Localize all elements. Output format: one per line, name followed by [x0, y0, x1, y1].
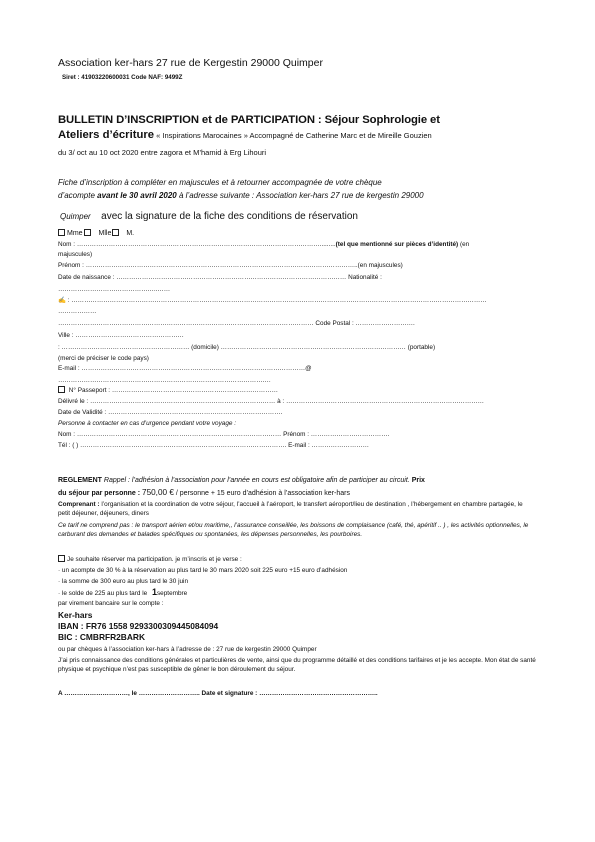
form-subtitle [58, 129, 432, 141]
instructions-address: à l’adresse suivante : Association ker-hars 27 rue de kergestin 29000 [176, 191, 424, 200]
civility-m-label: M. [126, 230, 135, 237]
deposit-line: · un acompte de 30 % à la réservation au plus tard le 30 mars 2020 soit 225 euro +15 euro d’adhésion [58, 567, 348, 574]
reglement-intro [58, 476, 425, 485]
dots-line-3: ………………………………………………………………………………………. [58, 377, 271, 384]
ville-field[interactable]: Ville : …………………………………………… [58, 332, 184, 339]
civility-mme-label: Mme [67, 230, 83, 237]
siret-line: Siret : 41903220600031 Code NAF: 9499Z [62, 74, 183, 81]
checkbox-passport[interactable] [58, 386, 65, 393]
signature-line[interactable]: A …………………………, le ……………………….. Date et signature : ……………………………………………….. [58, 690, 378, 697]
delivre-field[interactable]: Délivré le : …………………………………………………………………………… à : ………………………………………………………………………………… [58, 398, 485, 405]
price-detail: / personne + 15 euro d’adhésion à l’association ker-hars [173, 490, 350, 497]
second-payment-line: · la somme de 300 euro au plus tard le 30 juin [58, 578, 189, 585]
excludes-text: Ce tarif ne comprend pas : le transport aérien et/ou maritime,, l’assurance conseillée, les boissons de complaisance (café, thé, apéritif .. ) , les activités optionnelles, le carburant des demandes et balades spécifiques ou spontanées, les dépenses personnelles, les pourboires. [58, 522, 529, 538]
balance-line [58, 588, 187, 598]
dots-line-2: ……………… [58, 308, 97, 315]
nom-id-note: (tel que mentionné sur pièces d’identité) [335, 241, 459, 248]
includes-label: Comprenant : [58, 501, 100, 508]
checkbox-reservation[interactable] [58, 555, 65, 562]
passport-label: N° Passeport : …………………………………………………………………… [68, 387, 278, 394]
birthdate-nationality-field[interactable]: Date de naissance : ……………………………………………………………………………………………… Nationalité : [58, 274, 382, 281]
reglement-label: REGLEMENT [58, 477, 102, 484]
emergency-phone-field[interactable]: Tél : ( ) ……………………………………………………………………………………. E-mail : ……………………… [58, 442, 370, 449]
bank-account-name: Ker-hars [58, 610, 93, 620]
instructions-signature-note: avec la signature de la fiche des conditions de réservation [101, 211, 358, 222]
instructions-line-3 [60, 206, 358, 224]
prix-label: Prix [409, 477, 425, 484]
postal-code-field[interactable]: ………………………………………………………………………………………………………… Code Postal : ………………………. [58, 320, 415, 327]
instructions-deposit-label: d’acompte [58, 191, 98, 200]
checkbox-mme[interactable] [58, 229, 65, 236]
iban: IBAN : FR76 1558 9293300309445084094 [58, 621, 219, 631]
checkbox-mlle[interactable] [84, 229, 91, 236]
price-label: du séjour par personne : [58, 490, 143, 497]
instructions-line-2 [58, 191, 424, 200]
email-field[interactable]: E-mail : ……………………………………………………………………………………………@ [58, 365, 312, 372]
cheque-line: ou par chèques à l’association ker-hars à l’adresse de : 27 rue de kergestin 29000 Quimper [58, 646, 317, 653]
prenom-field[interactable]: Prénom : ………………………………………………………………………………………………………………..(en majuscules) [58, 262, 403, 269]
emergency-contact-label: Personne à contacter en cas d’urgence pendant votre voyage : [58, 420, 236, 427]
civility-options [58, 229, 134, 238]
workshop-subtitle: « Inspirations Marocaines » Accompagné de Catherine Marc et de Mireille Gouzien [154, 131, 432, 140]
balance-text: · le solde de 225 au plus tard le [58, 590, 148, 597]
balance-day: 1 [151, 587, 157, 597]
bank-transfer-line: par virement bancaire sur le compte : [58, 600, 164, 607]
trip-dates: du 3/ oct au 10 oct 2020 entre zagora et M’hamid à Erg Lihouri [58, 148, 267, 157]
terms-acceptance: J’ai pris connaissance des conditions générales et particulières de vente, ainsi que du programme détaillé et des conditions tarifaires et je les accepte. Mon état de santé physique et psychique n’est pas susceptible de gêner le bon déroulement du séjour. [58, 657, 536, 673]
includes-list: l’organisation et la coordination de votre séjour, l’accueil à l’aéroport, le transfert aéroport/lieu de destination , l’hébergement en chambre partagée, le petit déjeuner, déjeuners, diners [58, 501, 523, 517]
nom-line-end: (en [458, 241, 470, 248]
balance-month: septembre [156, 590, 188, 597]
dots-line-1: ………………………………………..…… [58, 286, 171, 293]
instructions-city: Quimper [60, 212, 91, 221]
bic: BIC : CMBRFR2BARK [58, 632, 146, 642]
instructions-line-1: Fiche d’inscription à compléter en majuscules et à retourner accompagnée de votre chèque [58, 178, 382, 187]
workshop-title: Ateliers d’écriture [58, 129, 155, 141]
nom-field-cont: majuscules) [58, 251, 93, 258]
reglement-reminder: Rappel : l’adhésion à l’association pour l’année en cours est obligatoire afin de participer au circuit. [101, 477, 410, 484]
validite-field[interactable]: Date de Validité : ………………………………………………………………………. [58, 409, 283, 416]
address-field[interactable]: ✍ : …………………………………………………………………………………………………………………………………………………………………………… [58, 297, 487, 304]
emergency-name-field[interactable]: Nom : …………………………………………………………………………………… Prénom : ………………………………. [58, 431, 390, 438]
civility-mlle-label: Mlle [98, 230, 112, 237]
reservation-choice[interactable] [58, 555, 242, 564]
reservation-label: Je souhaite réserver ma participation. je m’inscris et je verse : [67, 556, 242, 563]
nom-field[interactable] [58, 240, 469, 249]
instructions-deadline: avant le 30 avril 2020 [97, 191, 177, 200]
phone-field[interactable]: : …………………………………………………… (domicile) …………………………………………………………………………… (portable) [58, 344, 436, 351]
passport-field[interactable] [58, 386, 278, 395]
price-value: 750,00 € [142, 488, 174, 497]
association-address: Association ker-hars 27 rue de Kergestin 29000 Quimper [58, 57, 323, 69]
nom-label: Nom : ……………………………………………………………………………………………………......... [58, 241, 336, 248]
includes-text [58, 500, 536, 518]
form-title: BULLETIN D’INSCRIPTION et de PARTICIPATION : Séjour Sophrologie et [58, 114, 440, 126]
price-line [58, 488, 350, 498]
checkbox-m[interactable] [112, 229, 119, 236]
phone-note: (merci de préciser le code pays) [58, 355, 149, 362]
